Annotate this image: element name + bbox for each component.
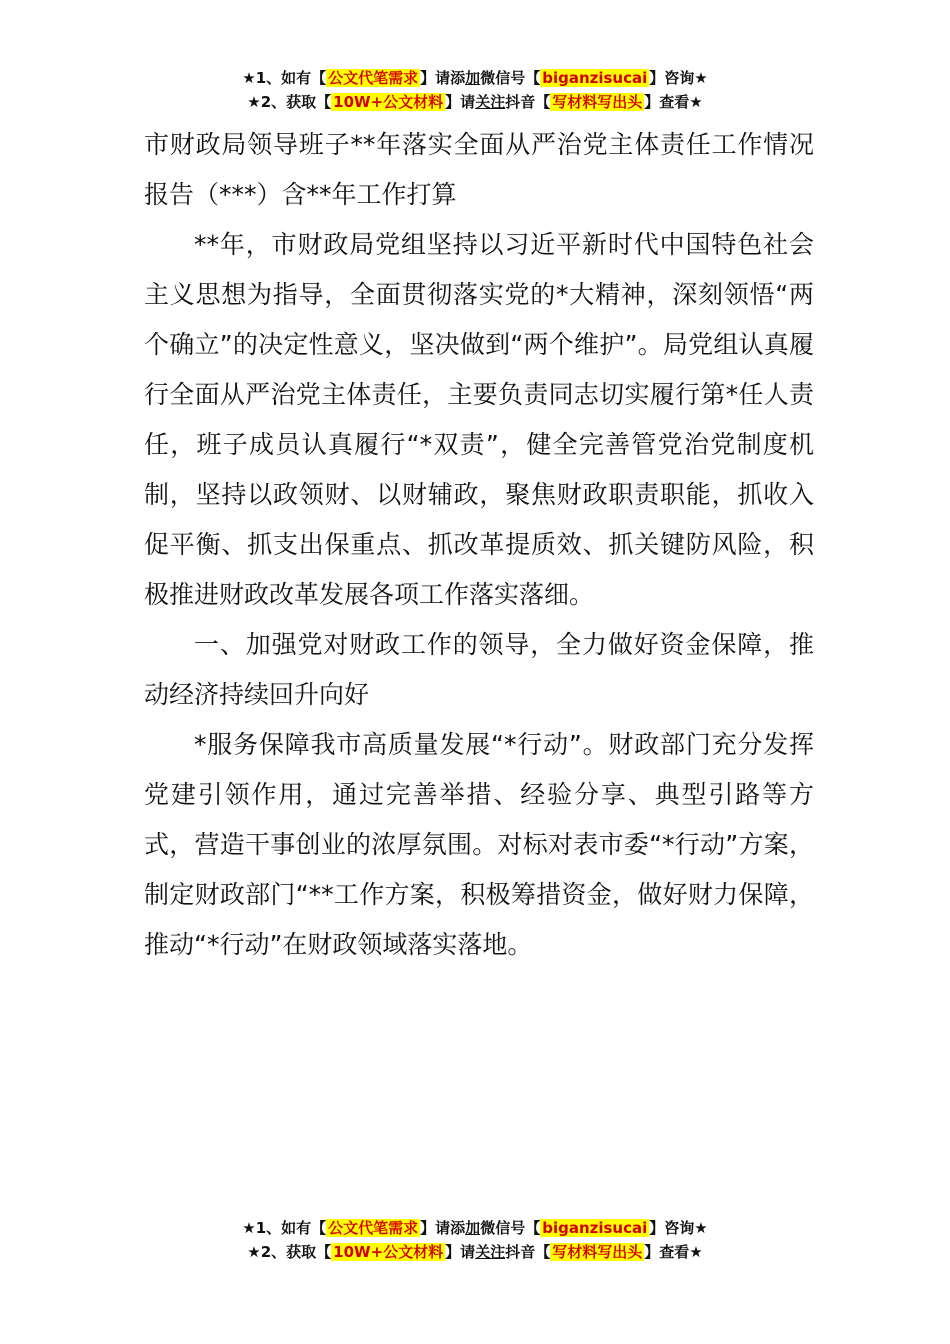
highlight-service: 公文代笔需求 <box>328 1219 419 1237</box>
banner-emphasis: 关注 <box>475 1243 506 1261</box>
document-title: 市财政局领导班子**年落实全面从严治党主体责任工作情况报告（***）含**年工作打算 <box>144 130 814 209</box>
star-icon: ★ <box>689 1243 703 1261</box>
highlight-materials: 10W+公文材料 <box>333 1243 444 1261</box>
banner-text: 2、获取【 <box>260 1243 332 1261</box>
footer-banner <box>0 1216 950 1264</box>
banner-line-1 <box>0 66 950 90</box>
banner-text: 抖音【 <box>505 1243 551 1261</box>
highlight-wechat-id: biganzisucai <box>542 69 648 87</box>
star-icon: ★ <box>694 69 708 87</box>
star-icon: ★ <box>247 93 261 111</box>
star-icon: ★ <box>247 1243 261 1261</box>
banner-text: 微信号【 <box>480 1219 541 1237</box>
banner-line-2 <box>0 90 950 114</box>
highlight-wechat-id: biganzisucai <box>542 1219 648 1237</box>
banner-text: 】请添 <box>420 69 466 87</box>
banner-text: 2、获取【 <box>260 93 332 111</box>
highlight-materials: 10W+公文材料 <box>333 93 444 111</box>
banner-line-2 <box>0 1240 950 1264</box>
document-body <box>144 120 814 970</box>
banner-text: 】查看 <box>644 1243 690 1261</box>
banner-text: 】查看 <box>644 93 690 111</box>
banner-text: 】请 <box>445 93 476 111</box>
star-icon: ★ <box>694 1219 708 1237</box>
paragraph-intro: **年，市财政局党组坚持以习近平新时代中国特色社会主义思想为指导，全面贯彻落实党的*大精神，深刻领悟“两个确立”的决定性意义，坚决做到“两个维护”。局党组认真履行全面从严治党主体责任，主要负责同志切实履行第*任人责任，班子成员认真履行“*双责”，健全完善管党治党制度机制，坚持以政领财、以财辅政，聚焦财政职责职能，抓收入促平衡、抓支出保重点、抓改革提质效、抓关键防风险，积极推进财政改革发展各项工作落实落细。 <box>144 230 814 609</box>
section-heading: 一、加强党对财政工作的领导，全力做好资金保障，推动经济持续回升向好 <box>144 630 814 709</box>
banner-emphasis: 加 <box>465 1219 481 1237</box>
banner-emphasis: 关注 <box>475 93 506 111</box>
highlight-douyin: 写材料写出头 <box>552 1243 643 1261</box>
highlight-douyin: 写材料写出头 <box>552 93 643 111</box>
banner-text: 】请添 <box>420 1219 466 1237</box>
banner-text: 】咨询 <box>649 1219 695 1237</box>
star-icon: ★ <box>242 69 256 87</box>
banner-text: 1、如有【 <box>255 1219 327 1237</box>
star-icon: ★ <box>689 93 703 111</box>
banner-text: 】咨询 <box>649 69 695 87</box>
banner-emphasis: 加 <box>465 69 481 87</box>
banner-text: 抖音【 <box>505 93 551 111</box>
paragraph-section-1: *服务保障我市高质量发展“*行动”。财政部门充分发挥党建引领作用，通过完善举措、经验分享、典型引路等方式，营造干事创业的浓厚氛围。对标对表市委“*行动”方案，制定财政部门“**工作方案，积极筹措资金，做好财力保障，推动“*行动”在财政领域落实落地。 <box>144 730 814 959</box>
banner-text: 】请 <box>445 1243 476 1261</box>
banner-text: 微信号【 <box>480 69 541 87</box>
highlight-service: 公文代笔需求 <box>328 69 419 87</box>
header-banner <box>0 66 950 114</box>
star-icon: ★ <box>242 1219 256 1237</box>
banner-line-1 <box>0 1216 950 1240</box>
banner-text: 1、如有【 <box>255 69 327 87</box>
